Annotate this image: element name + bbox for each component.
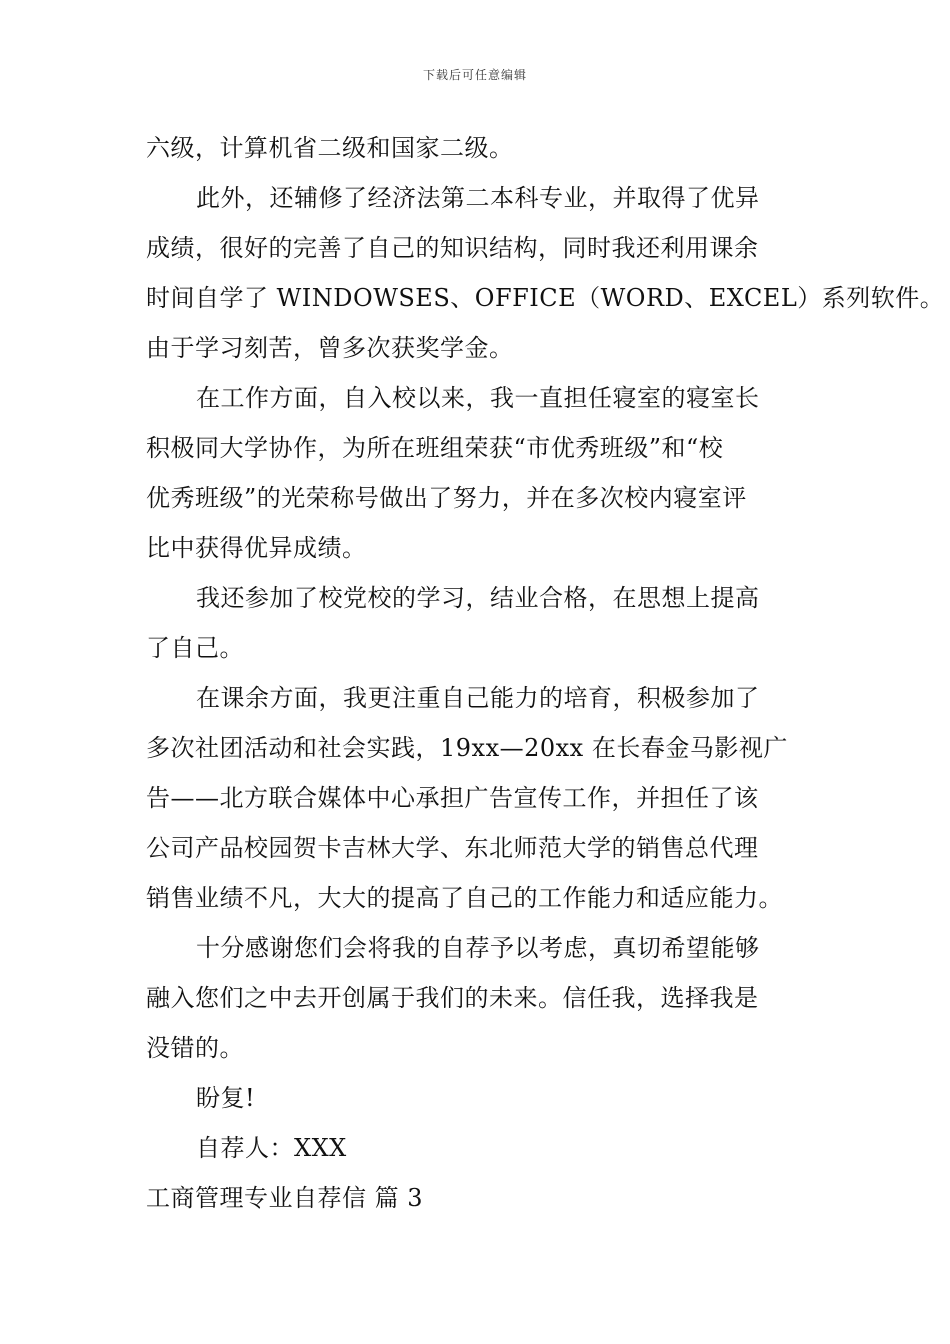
body-line: 告——北方联合媒体中心承担广告宣传工作，并担任了该 <box>146 784 759 812</box>
closing-line: 盼复! <box>196 1084 256 1112</box>
body-line: 积极同大学协作，为所在班组荣获“市优秀班级”和“校 <box>146 434 724 462</box>
body-line: 六级，计算机省二级和国家二级。 <box>146 134 514 162</box>
body-line: 由于学习刻苦，曾多次获奖学金。 <box>146 334 514 362</box>
body-line: 在工作方面，自入校以来，我一直担任寝室的寝室长 <box>196 384 760 412</box>
body-line: 优秀班级”的光荣称号做出了努力，并在多次校内寝室评 <box>146 484 747 512</box>
body-line: 在课余方面，我更注重自己能力的培育，积极参加了 <box>196 684 760 712</box>
body-line: 销售业绩不凡，大大的提高了自己的工作能力和适应能力。 <box>146 884 783 912</box>
body-line: 此外，还辅修了经济法第二本科专业，并取得了优异 <box>196 184 760 212</box>
section-heading: 工商管理专业自荐信 篇 3 <box>146 1184 424 1212</box>
body-line: 十分感谢您们会将我的自荐予以考虑，真切希望能够 <box>196 934 760 962</box>
body-line: 公司产品校园贺卡吉林大学、东北师范大学的销售总代理 <box>146 834 759 862</box>
body-line: 我还参加了校党校的学习，结业合格，在思想上提高 <box>196 584 760 612</box>
body-line: 多次社团活动和社会实践，19xx—20xx 在长春金马影视广 <box>146 734 788 762</box>
letter-body <box>146 123 945 1223</box>
body-line: 了自己。 <box>146 634 244 662</box>
body-line: 比中获得优异成绩。 <box>146 534 367 562</box>
signature-line: 自荐人：XXX <box>196 1134 347 1162</box>
body-line: 成绩，很好的完善了自己的知识结构，同时我还利用课余 <box>146 234 759 262</box>
header-note: 下载后可任意编辑 <box>422 68 527 82</box>
body-line: 没错的。 <box>146 1034 244 1062</box>
body-line: 时间自学了 WINDOWSES、OFFICE（WORD、EXCEL）系列软件。 <box>146 284 945 312</box>
body-line: 融入您们之中去开创属于我们的未来。信任我，选择我是 <box>146 984 759 1012</box>
